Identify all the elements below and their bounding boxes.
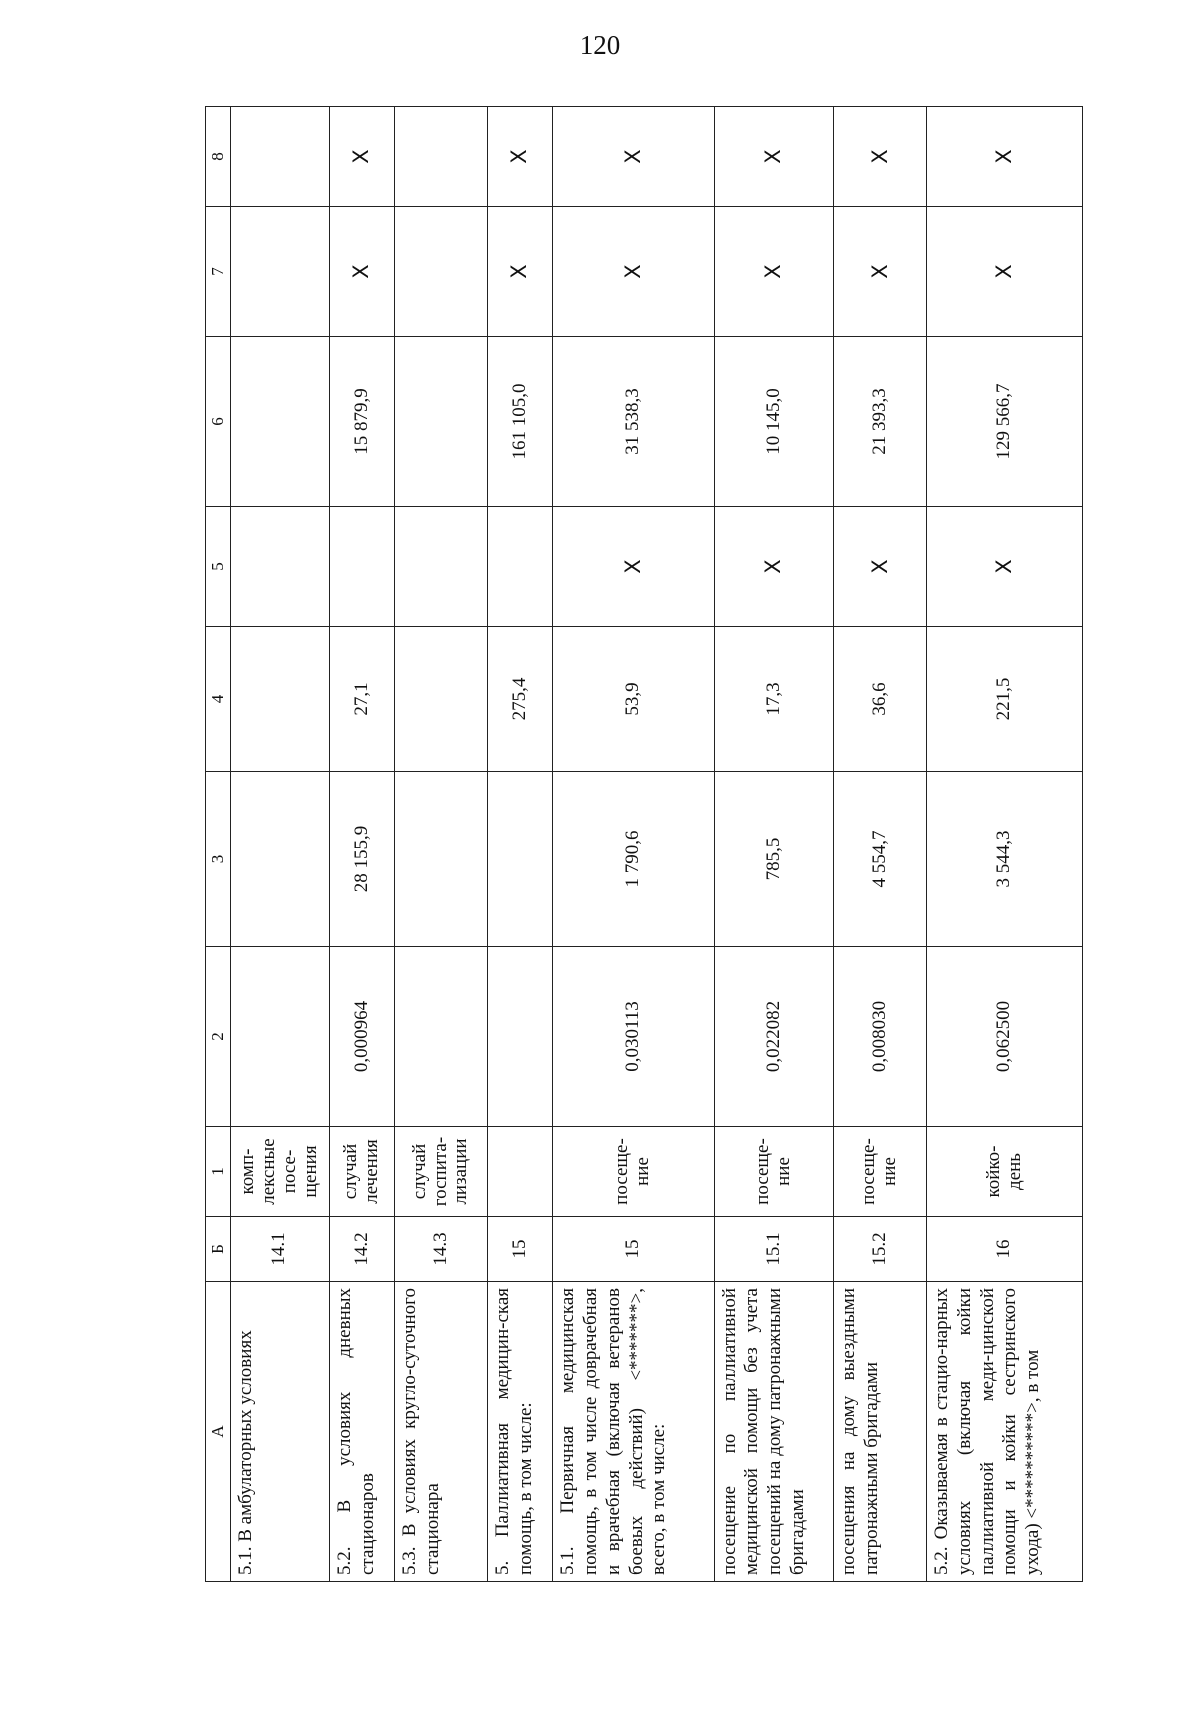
value-cell-2: 0,030113 (553, 947, 714, 1127)
value-cell-5 (329, 507, 394, 627)
value-cell-7: Х (927, 207, 1083, 337)
row-label: 5.3. В условиях кругло-суточного стационара (395, 1282, 488, 1582)
unit-cell: посеще-ние (834, 1127, 927, 1217)
value-cell-5: Х (834, 507, 927, 627)
value-cell-3 (487, 772, 552, 947)
table-row (231, 107, 330, 1582)
value-cell-6 (395, 337, 488, 507)
table-row (834, 107, 927, 1582)
row-label: 5.2. В условиях дневных стационаров (329, 1282, 394, 1582)
row-label: посещения на дому выездными патронажными бригадами (834, 1282, 927, 1582)
value-cell-6: 21 393,3 (834, 337, 927, 507)
value-cell-4: 27,1 (329, 627, 394, 772)
value-cell-8 (395, 107, 488, 207)
unit-cell: посеще-ние (714, 1127, 834, 1217)
value-cell-3: 4 554,7 (834, 772, 927, 947)
value-cell-6: 31 538,3 (553, 337, 714, 507)
unit-cell: комп-лексные посе-щения (231, 1127, 330, 1217)
header-cell-6: 6 (206, 337, 231, 507)
value-cell-6: 15 879,9 (329, 337, 394, 507)
row-label: 5. Паллиативная медицин-ская помощь, в том числе: (487, 1282, 552, 1582)
value-cell-2 (487, 947, 552, 1127)
header-cell-a: А (206, 1282, 231, 1582)
value-cell-5 (231, 507, 330, 627)
value-cell-8: Х (834, 107, 927, 207)
value-cell-4 (395, 627, 488, 772)
table-row (927, 107, 1083, 1582)
row-label: посещение по паллиативной медицинской помощи без учета посещений на дому патронажными бригадами (714, 1282, 834, 1582)
value-cell-6: 10 145,0 (714, 337, 834, 507)
value-cell-4: 53,9 (553, 627, 714, 772)
value-cell-7: Х (487, 207, 552, 337)
value-cell-4: 275,4 (487, 627, 552, 772)
value-cell-3: 785,5 (714, 772, 834, 947)
value-cell-2: 0,022082 (714, 947, 834, 1127)
value-cell-4 (231, 627, 330, 772)
header-cell-8: 8 (206, 107, 231, 207)
value-cell-3: 1 790,6 (553, 772, 714, 947)
page-number: 120 (579, 30, 621, 60)
value-cell-7: Х (553, 207, 714, 337)
header-cell-5: 5 (206, 507, 231, 627)
value-cell-8: Х (553, 107, 714, 207)
value-cell-7: Х (834, 207, 927, 337)
header-cell-7: 7 (206, 207, 231, 337)
unit-cell: случай госпита-лизации (395, 1127, 488, 1217)
header-cell-4: 4 (206, 627, 231, 772)
value-cell-3 (395, 772, 488, 947)
value-cell-2: 0,062500 (927, 947, 1083, 1127)
row-label: 5.2. Оказываемая в стацио-нарных условиях (включая койки паллиативной меди-цинской помощи и койки сестринского ухода) <**********>, в том (927, 1282, 1083, 1582)
value-cell-2 (395, 947, 488, 1127)
value-cell-8: Х (329, 107, 394, 207)
header-cell-1: 1 (206, 1127, 231, 1217)
value-cell-6: 129 566,7 (927, 337, 1083, 507)
value-cell-4: 36,6 (834, 627, 927, 772)
value-cell-3: 28 155,9 (329, 772, 394, 947)
value-cell-5: Х (714, 507, 834, 627)
row-code: 14.3 (395, 1217, 488, 1282)
value-cell-7 (395, 207, 488, 337)
value-cell-8: Х (487, 107, 552, 207)
unit-cell (487, 1127, 552, 1217)
value-cell-2: 0,008030 (834, 947, 927, 1127)
table-row (487, 107, 552, 1582)
value-cell-5 (487, 507, 552, 627)
row-code: 14.1 (231, 1217, 330, 1282)
value-cell-8 (231, 107, 330, 207)
table-row (329, 107, 394, 1582)
value-cell-8: Х (927, 107, 1083, 207)
row-code: 15.1 (714, 1217, 834, 1282)
row-code: 15 (553, 1217, 714, 1282)
value-cell-3: 3 544,3 (927, 772, 1083, 947)
value-cell-7 (231, 207, 330, 337)
row-code: 16 (927, 1217, 1083, 1282)
financing-table (205, 106, 1083, 1582)
unit-cell: посеще-ние (553, 1127, 714, 1217)
row-code: 15 (487, 1217, 552, 1282)
value-cell-4: 17,3 (714, 627, 834, 772)
header-cell-b: Б (206, 1217, 231, 1282)
row-code: 14.2 (329, 1217, 394, 1282)
row-label: 5.1. В амбулаторных условиях (231, 1282, 330, 1582)
table-row (714, 107, 834, 1582)
table-row (395, 107, 488, 1582)
header-cell-3: 3 (206, 772, 231, 947)
row-code: 15.2 (834, 1217, 927, 1282)
value-cell-5: Х (553, 507, 714, 627)
value-cell-4: 221,5 (927, 627, 1083, 772)
value-cell-5 (395, 507, 488, 627)
value-cell-3 (231, 772, 330, 947)
value-cell-7: Х (329, 207, 394, 337)
row-label: 5.1. Первичная медицинская помощь, в том числе доврачебная и врачебная (включая ветеранов боевых действий) <*******>, всего, в том числе: (553, 1282, 714, 1582)
value-cell-2: 0,000964 (329, 947, 394, 1127)
value-cell-2 (231, 947, 330, 1127)
unit-cell: случай лечения (329, 1127, 394, 1217)
value-cell-5: Х (927, 507, 1083, 627)
value-cell-6 (231, 337, 330, 507)
rotated-table-wrapper (205, 107, 1083, 1582)
header-row (206, 107, 231, 1582)
unit-cell: койко-день (927, 1127, 1083, 1217)
table-row (553, 107, 714, 1582)
header-cell-2: 2 (206, 947, 231, 1127)
value-cell-7: Х (714, 207, 834, 337)
value-cell-8: Х (714, 107, 834, 207)
value-cell-6: 161 105,0 (487, 337, 552, 507)
